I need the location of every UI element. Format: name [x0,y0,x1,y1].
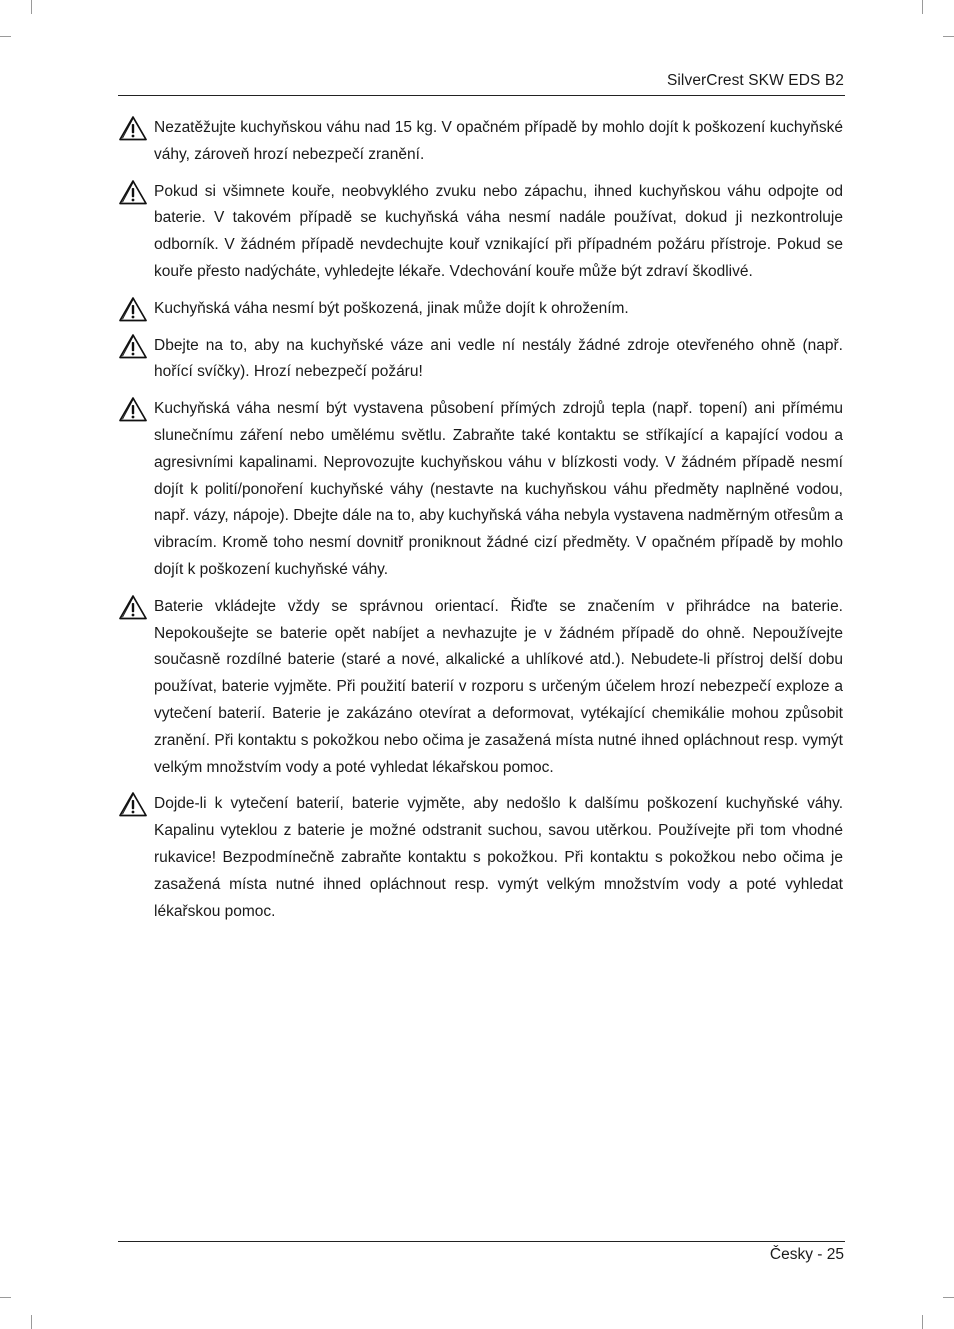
warning-triangle-icon [118,791,148,817]
crop-mark [943,36,954,37]
warning-triangle-icon [118,179,148,205]
warning-item [118,296,843,323]
warning-item [118,115,843,169]
crop-mark [31,1315,32,1329]
warning-triangle-icon [118,179,148,205]
crop-mark [0,36,11,37]
page-number: Česky - 25 [769,1246,844,1263]
warning-text: Kuchyňská váha nesmí být poškozená, jinak může dojít k ohrožením. [154,299,629,317]
warning-item [118,594,843,782]
warning-text: Pokud si všimnete kouře, neobvyklého zvuku nebo zápachu, ihned kuchyňskou váhu odpojte od baterie. V takovém případě se kuchyňská váha nesmí nadále používat, dokud ji nezkontroluje odborník. V žádném případě nevdechujte kouř vznikající při případném požáru přístroje. Pokud se kouře přesto nadýcháte, vyhledejte lékaře. Vdechování kouře může být zdraví škodlivé. [154,182,843,280]
warning-item [118,179,843,286]
warning-triangle-icon [118,296,148,322]
crop-mark [922,0,923,14]
header-title: SilverCrest SKW EDS B2 [666,72,844,89]
crop-mark [31,0,32,14]
crop-mark [0,1297,11,1298]
warning-text: Baterie vkládejte vždy se správnou orientací. Řiďte se značením v přihrádce na baterie. Nepokoušejte se baterie opět nabíjet a nevhazujte je v žádném případě do ohně. Nepoužívejte současně rozdílné baterie (staré a nové, alkalické a uhlíkové atd.). Nebudete-li přístroj delší dobu používat, baterie vyjměte. Při použití baterií v rozporu s určeným účelem hrozí nebezpečí exploze a vytečení baterií. Baterie je zakázáno otevírat a deformovat, vytékající chemikálie mohou způsobit zranění. Při kontaktu s pokožkou nebo očima je zasažená místa nutné ihned opláchnout resp. vymýt velkým množstvím vody a poté vyhledat lékařskou pomoc. [154,597,843,776]
warning-triangle-icon [118,396,148,422]
warning-triangle-icon [118,115,148,141]
warning-triangle-icon [118,791,148,817]
page-header [118,70,845,96]
crop-mark [922,1315,923,1329]
crop-mark [943,1297,954,1298]
page-footer [118,1241,845,1263]
warning-triangle-icon [118,396,148,422]
warning-item [118,791,843,925]
warning-text: Nezatěžujte kuchyňskou váhu nad 15 kg. V opačném případě by mohlo dojít k poškození kuchyňské váhy, zároveň hrozí nebezpečí zranění. [154,119,843,163]
warning-item [118,333,843,387]
warning-triangle-icon [118,296,148,322]
warning-text: Dbejte na to, aby na kuchyňské váze ani vedle ní nestály žádné zdroje otevřeného ohně (např. hořící svíčky). Hrozí nebezpečí požáru! [154,336,843,381]
warning-triangle-icon [118,115,148,141]
warning-triangle-icon [118,594,148,620]
safety-warnings-list [118,115,843,935]
warning-triangle-icon [118,333,148,359]
warning-text: Kuchyňská váha nesmí být vystavena působení přímých zdrojů tepla (např. topení) ani přímému slunečnímu záření nebo umělému světlu. Zabraňte také kontaktu se stříkající a kapající vodou a agresivními kapalinami. Neprovozujte kuchyňskou váhu v blízkosti vody. V žádném případě nesmí dojít k polití/ponoření kuchyňské váhy (nestavte na kuchyňskou váhu předměty naplněné vodou, např. vázy, nápoje). Dbejte dále na to, aby kuchyňská váha nebyla vystavena nadměrným otřesům a vibracím. Kromě toho nesmí dovnitř proniknout žádné cizí předměty. V opačném případě by mohlo dojít k poškození kuchyňské váhy. [154,400,843,578]
warning-text: Dojde-li k vytečení baterií, baterie vyjměte, aby nedošlo k dalšímu poškození kuchyňské váhy. Kapalinu vyteklou z baterie je možné odstranit suchou, savou utěrkou. Používejte při tom vhodné rukavice! Bezpodmínečně zabraňte kontaktu s pokožkou. Při kontaktu s pokožkou nebo očima je zasažená místa nutné ihned opláchnout resp. vymýt velkým množstvím vody a poté vyhledat lékařskou pomoc. [154,795,843,920]
warning-triangle-icon [118,594,148,620]
warning-item [118,396,843,584]
warning-triangle-icon [118,333,148,359]
